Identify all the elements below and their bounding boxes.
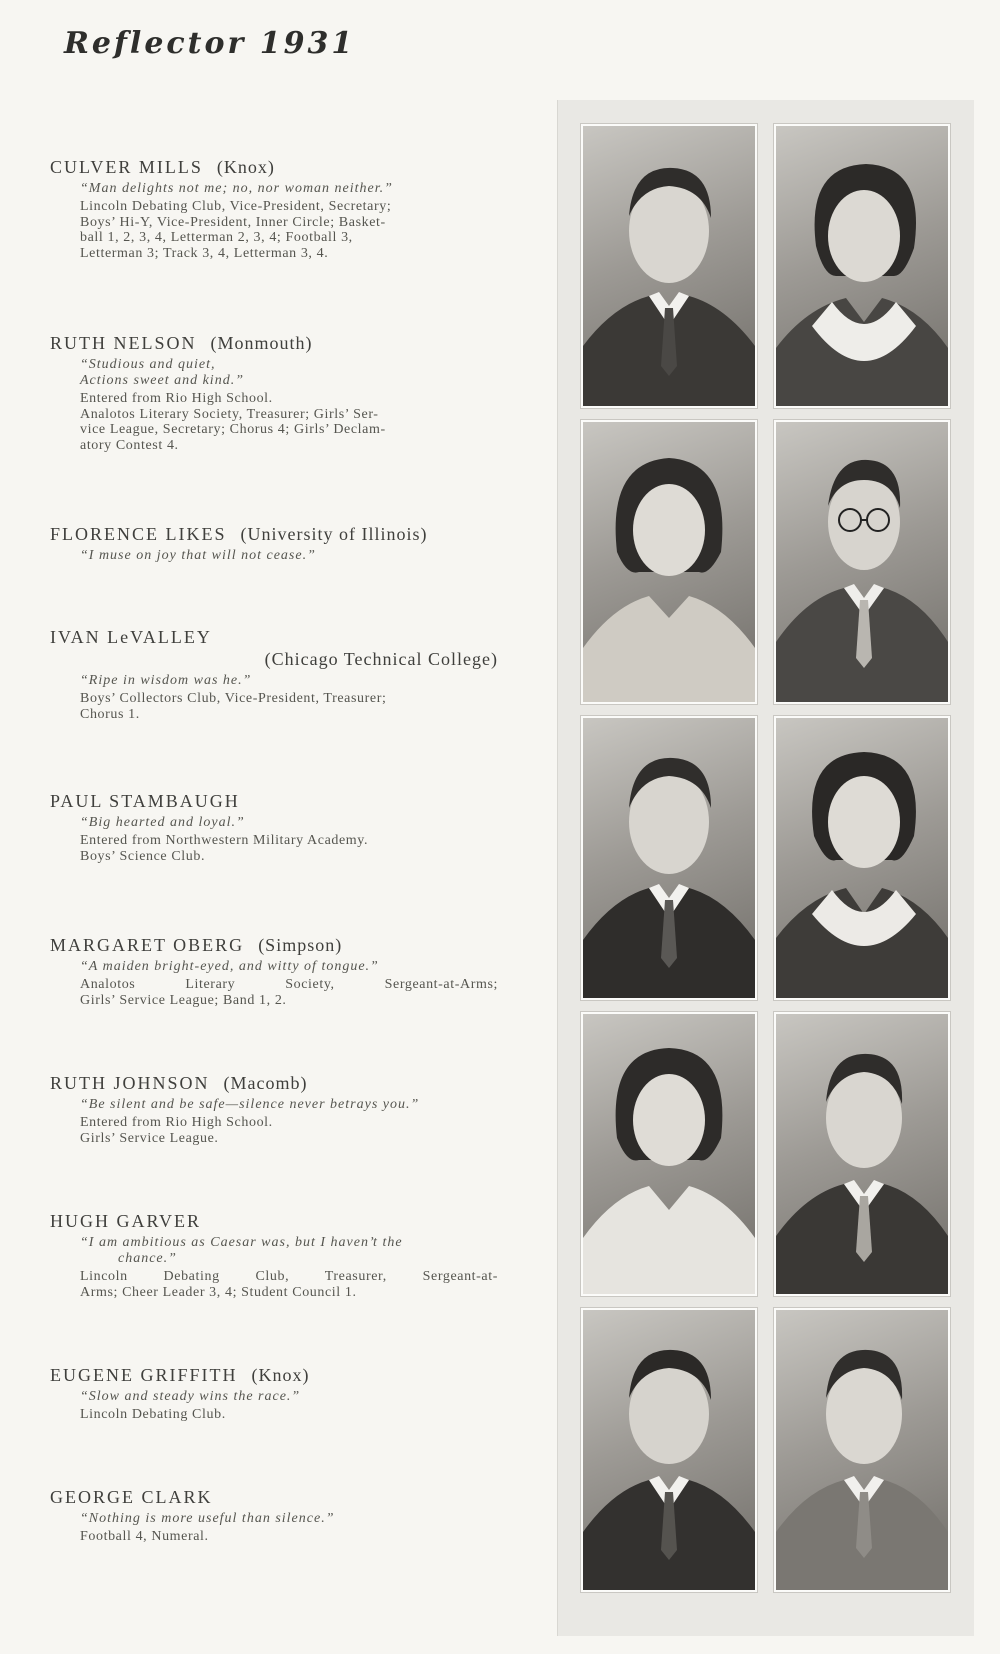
senior-college: (Knox) [251,1365,310,1385]
senior-activities: Analotos Literary Society, Sergeant-at-Arms; Girls’ Service League; Band 1, 2. [80,977,498,1008]
senior-activities: Lincoln Debating Club. [80,1407,226,1422]
senior-quote: “Be silent and be safe—silence never betrays you.” [80,1097,420,1112]
portrait-photo [774,420,950,704]
portrait-photo [774,716,950,1000]
senior-entry [50,1072,498,1146]
senior-entry [50,156,498,261]
portrait-male-icon [776,1310,948,1590]
senior-entry [50,332,498,453]
senior-quote: “I muse on joy that will not cease.” [80,548,316,563]
senior-name: IVAN LeVALLEY [50,627,212,647]
portrait-photo [774,124,950,408]
senior-name: RUTH JOHNSON [50,1073,210,1093]
portrait-photo [774,1012,950,1296]
senior-name: RUTH NELSON [50,333,197,353]
senior-college: (University of Illinois) [240,524,428,544]
senior-quote: “A maiden bright-eyed, and witty of tongue.” [80,959,379,974]
senior-name: EUGENE GRIFFITH [50,1365,238,1385]
portrait-photo [581,1012,757,1296]
senior-name: FLORENCE LIKES [50,524,227,544]
page-title: Reflector 1931 [64,26,356,61]
senior-activities: Football 4, Numeral. [80,1529,209,1544]
senior-activities: Lincoln Debating Club, Vice-President, Secretary; Boys’ Hi-Y, Vice-President, Inner Circle; Basket- ball 1, 2, 3, 4, Letterman 2, 3, 4; Football 3, Letterman 3; Track 3, 4, Letterman 3, 4. [80,199,392,261]
portrait-female-icon [776,718,948,998]
senior-activities: Entered from Northwestern Military Academy. Boys’ Science Club. [80,833,369,864]
portrait-female-icon [583,1014,755,1294]
senior-quote: “I am ambitious as Caesar was, but I haven’t the chance.” [80,1235,403,1266]
senior-entry [50,1486,498,1545]
senior-quote: “Big hearted and loyal.” [80,815,245,830]
senior-entry [50,523,498,564]
senior-name: PAUL STAMBAUGH [50,791,240,811]
portrait-photo [774,1308,950,1592]
senior-quote: “Nothing is more useful than silence.” [80,1511,335,1526]
portrait-photo [581,124,757,408]
senior-college: (Knox) [216,157,275,177]
senior-college: (Macomb) [223,1073,308,1093]
portrait-panel [557,100,974,1636]
senior-college: (Simpson) [258,935,343,955]
portrait-male-icon [583,126,755,406]
portrait-female-icon [583,422,755,702]
senior-entry [50,790,498,864]
senior-quote: “Man delights not me; no, nor woman neither.” [80,181,393,196]
senior-entry [50,934,498,1008]
senior-name: GEORGE CLARK [50,1487,213,1507]
senior-college: (Monmouth) [210,333,313,353]
senior-activities: Boys’ Collectors Club, Vice-President, Treasurer; Chorus 1. [80,691,387,722]
senior-quote: “Ripe in wisdom was he.” [80,673,252,688]
senior-name: MARGARET OBERG [50,935,245,955]
senior-activities: Entered from Rio High School. Analotos Literary Society, Treasurer; Girls’ Ser- vice League, Secretary; Chorus 4; Girls’ Declam- atory Contest 4. [80,391,386,453]
senior-entry [50,1364,498,1423]
portrait-male-icon [583,718,755,998]
senior-entry [50,626,498,722]
senior-quote: “Studious and quiet, Actions sweet and kind.” [80,357,244,388]
portrait-photo [581,716,757,1000]
senior-name: CULVER MILLS [50,157,203,177]
senior-activities: Lincoln Debating Club, Treasurer, Sergeant-at- Arms; Cheer Leader 3, 4; Student Council 1. [80,1269,498,1300]
portrait-photo [581,420,757,704]
senior-quote: “Slow and steady wins the race.” [80,1389,301,1404]
senior-college: (Chicago Technical College) [264,649,498,669]
portrait-male-glasses-icon [776,422,948,702]
senior-name: HUGH GARVER [50,1211,202,1231]
portrait-male-icon [776,1014,948,1294]
portrait-male-icon [583,1310,755,1590]
portrait-photo [581,1308,757,1592]
senior-activities: Entered from Rio High School. Girls’ Service League. [80,1115,273,1146]
senior-entry [50,1210,498,1300]
portrait-female-icon [776,126,948,406]
